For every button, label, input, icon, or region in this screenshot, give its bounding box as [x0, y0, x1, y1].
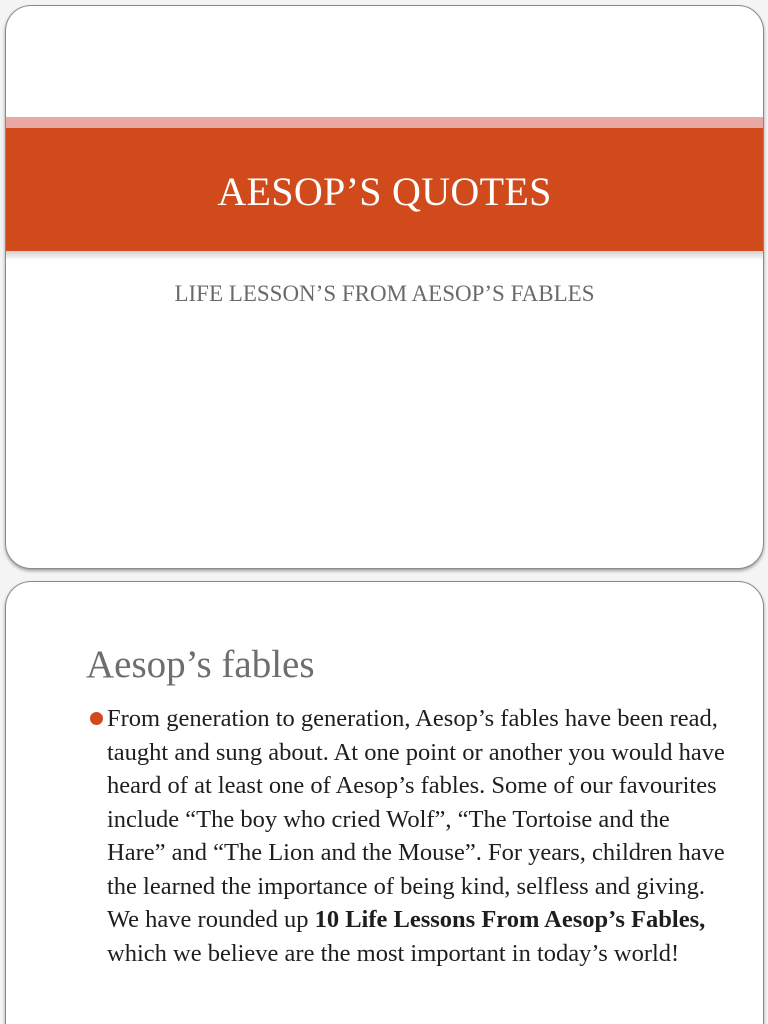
title-band-shadow — [6, 251, 763, 260]
bullet-text-after: which we believe are the most important in today’s world! — [107, 939, 680, 967]
bullet-paragraph — [107, 702, 732, 970]
slide-heading: Aesop’s fables — [86, 643, 315, 686]
slide-title: AESOP’S QUOTES — [217, 169, 552, 214]
content-slide — [5, 581, 764, 1024]
title-band-accent-stripe — [6, 117, 763, 128]
slide-subtitle: LIFE LESSON’S FROM AESOP’S FABLES — [174, 281, 595, 306]
bullet-dot-icon — [90, 712, 103, 725]
bullet-text-bold: 10 Life Lessons From Aesop’s Fables, — [314, 906, 706, 933]
bullet-text-before: From generation to generation, Aesop’s fables have been read, taught and sung about. At one point or another you would have heard of at least one of Aesop’s fables. Some of our favourites include “The boy who cried Wolf”, “The Tortoise and the Hare” and “The Lion and the Mouse”. For years, children have the learned the importance of being kind, selfless and giving. We have rounded up — [107, 705, 725, 933]
title-slide — [5, 5, 764, 569]
